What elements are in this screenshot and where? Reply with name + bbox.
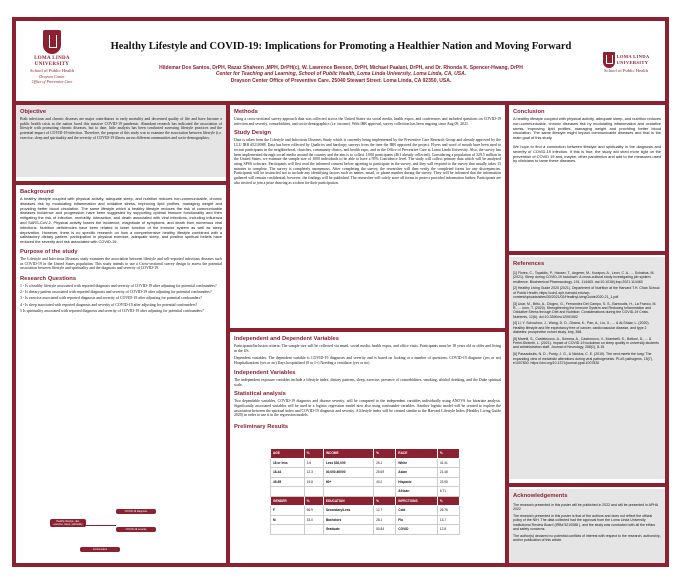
logo-right-line1: LOMA LINDA (616, 54, 650, 59)
poster-authors (96, 65, 586, 84)
table-cell: 12.3 (304, 468, 323, 478)
table-cell: 3.6 (304, 458, 323, 468)
table-cell: COVID (396, 525, 438, 535)
table-cell: Graduate (323, 525, 373, 535)
table-cell: 30,000-60000 (323, 468, 373, 478)
table-cell: F (271, 506, 305, 516)
logo-left-line3: School of Public Health (29, 68, 75, 73)
table-cell: 40.2 (374, 477, 396, 487)
authors-line: Hildemar Dos Santos, DrPH, Razaz Shaheen ,MPH, DrPH(c), W. Lawrence Beeson, DrPH, Michael Paalani, DrPH, and Dr. Rhonda K. Spencer-Hwang, DrPH (159, 65, 523, 71)
section-divider (509, 251, 665, 255)
table-row (271, 506, 460, 516)
table-cell: 26.76 (437, 506, 459, 516)
table-row (271, 458, 460, 468)
reference-item: [3] Ucar, M., Brito, A., Diogeo, G., Fernandez Del Campo, S. S., Barroudis, H., La Franco, M. R., ... Ionn, T. (2020). Strengthening the Immune System and Reducing Inflammation and Oxidative Stress through Diet and Nutrition: Considerations during the COVID-19 Crisis. Nutrients, 12(6), doi:10.3390/nu12061562 (513, 301, 657, 319)
results-table (270, 448, 460, 535)
independent-variables-text: The independent exposure variables include a lifestyle index, dietary patterns, sleep, exercise, presence of comorbidities, smoking, alcohol drinking, and the Duke spiritual scale. (234, 377, 501, 387)
conclusion-heading: Conclusion (513, 109, 545, 115)
table-cell: 13.7 (437, 515, 459, 525)
table-cell (374, 487, 396, 497)
table-cell: 23.95 (437, 477, 459, 487)
poster-title: Healthy Lifestyle and COVID-19: Implications for Promoting a Healthier Nation and Moving Forward (110, 41, 572, 52)
table-header: RACE (396, 449, 438, 459)
table-cell: 26.1 (374, 458, 396, 468)
table-cell: Secondary/Less (323, 506, 373, 516)
table-header: % (304, 449, 323, 459)
ack-text-1: The research presented in this poster will be published in 2022 and will be presented in APHA 2022 (513, 503, 658, 512)
affiliation-1: Center for Teaching and Learning, School of Public Health, Loma Linda University, Loma Linda, CA, USA. (215, 71, 467, 78)
diagram-confounders-box: Confounders (80, 547, 120, 552)
table-cell: M (271, 515, 305, 525)
table-cell: 12.8 (437, 525, 459, 535)
table-cell: 45-65 (271, 477, 305, 487)
reference-item: [4] Li, Y. Schoufour, J., Wang, D. D., Dhana, K., Pan, A., Liu, X., ... & Al-Shaar, L. (2020). Healthy lifestyle and life expectancy free of cancer, cardiovascular disease, and type 2 diabetes: prospective cohort study. bmj, 368. (513, 321, 650, 335)
logo-left-line1: LOMA LINDA (34, 56, 70, 61)
table-header: % (374, 496, 396, 506)
logo-left-line5: Office of Preventive Care (31, 79, 73, 84)
research-question: 2 - Is dietary pattern associated with reported diagnosis and severity of COVID-19 after adjusting for potential confounders? (20, 290, 212, 295)
llu-shield-icon (603, 52, 615, 68)
table-cell (323, 487, 373, 497)
diagram-exposure-box: Healthy lifestyle, diet, exercise, sleep, spirituality (50, 519, 86, 527)
study-design-text: Data is taken from the Lifestyle and Infectious Diseases Study which is currently being implemented by the Preventive Care Research Group and already approved by the LLU IRB #5210088. Data has been collected by Qualtrics and hardcopy surveys from the time the IRB approved the project. Flyers and word of mouth have been used to recruit participants in the neighborhood, churches, community clinics, and health expo, and in the Office of Preventive Care at Loma Linda University. Also, the survey has been implemented through social media around the country and the aim is to collect 1,000 participants (461 already collected). Considering a population of 329.5 million in the United States, we estimate the sample size of 1000 individuals to be able to have a 95% Confidence level. The study will collect primary data which will be analyzed using SPSS software. Participants will first read the informed consent before agreeing to participate in the survey, and they will respond to the survey that usually takes 15 minutes to complete. The survey is completely anonymous. After completing the survey, the researcher will then verify the completed forms for any discrepancies. Participants will be instructed not to include any identifying factors such as names, email, or phone number during the survey. They will be informed that the information gathered will remain confidential, however, the findings will be published. The researcher will safely store all forms to protect provided information further. Participants are also invited to join a prize drawing as a token for their participation. (234, 138, 501, 185)
references-list (513, 271, 661, 365)
affiliation-2: Drayson Center Office of Preventive Care. 25040 Stewart Street. Loma Linda, CA 92350, USA. (230, 77, 452, 84)
background-heading: Background (20, 189, 54, 195)
background-text: A healthy lifestyle coupled with physical activity, adequate sleep, and nutrition reduces non-communicable, chronic diseases risk by modulating inflammation and oxidative stress, improving lipid profiles, managing weight and providing better blood circulation. The same lifestyle which a healthy lifestyle reduces the risk of communicable diseases incidence and progression have been suggested by supporting optimal immune functionality and then mitigating the risk of infection, morbidity, interaction, and death associated with viral infections, including influenza and SARS-CoV-2. Physical activity lowers the incidence, magnitude of symptoms, and death from numerous viral infections. Nutrition deficiencies have been related to lower function of the immune system as well as sleep deprivation. However, there is no specific research on how a comprehensive healthy lifestyle combined with a satisfactory dietary pattern, participation in physical exercise, adequate sleep, and positive spiritual beliefs have reduced the severity and risk associated with COVID-19. (20, 196, 222, 245)
methods-text: Using a cross-sectional survey approach data was collected across the United States via social media, health expos, and conferences and included questions on COVID-19 infection and severity, comorbidities, and socio-demographics (i.e. income). With IRB approval, survey collection has been ongoing since Aug 09, 2021. (234, 117, 501, 126)
diagram-arrow (86, 525, 116, 526)
table-header: INCOME (323, 449, 373, 459)
statistical-analysis-heading: Statistical analysis (234, 391, 286, 398)
diagram-diagnosis-box: COVID-19 diagnosis (116, 509, 156, 514)
study-design-heading: Study Design (234, 130, 272, 137)
left-column (16, 105, 226, 563)
table-cell: 41.41 (437, 458, 459, 468)
table-cell: White (396, 458, 438, 468)
table-header: % (437, 496, 459, 506)
table-cell: 18-44 (271, 468, 305, 478)
table-row (271, 477, 460, 487)
table-header-row (271, 496, 460, 506)
research-question: 1 - Is a healthy lifestyle associated with reported diagnosis and severity of COVID-19 after adjusting for potential confounders? (20, 284, 217, 289)
poster-header (16, 21, 665, 101)
logo-right-line3: School of Public Health (603, 68, 649, 73)
objective-heading: Objective (20, 109, 47, 115)
table-cell: African (396, 487, 438, 497)
table-header: EDUCATION (323, 496, 373, 506)
table-row (271, 515, 460, 525)
diagram-severity-box: COVID-19 severity (116, 527, 156, 532)
table-cell (304, 487, 323, 497)
table-cell: Hispanic (396, 477, 438, 487)
conclusion-text-2: We hope to find a connection between lifestyle and spirituality in the diagnosis and severity of COVID-19 infection. If this is true, the study will shed more light on the prevention of COVID 19 and, maybe, other pandemics and add to the measures used by clinicians to tame these diseases. (513, 143, 661, 164)
conceptual-model-diagram (50, 503, 168, 561)
purpose-heading: Purpose of the study (20, 248, 78, 255)
table-header: % (374, 449, 396, 459)
table-cell: 50.84 (374, 525, 396, 535)
table-cell: 66.9 (304, 506, 323, 516)
table-header: GENDER (271, 496, 305, 506)
table-cell: Flu (396, 515, 438, 525)
methods-heading: Methods (234, 109, 258, 115)
references-heading: References (513, 261, 545, 267)
table-header: INFECTIONS (396, 496, 438, 506)
purpose-text: The Lifestyle and Infectious Diseases study examines the association between lifestyle and self-reported infectious diseases such as COVID-19 in the United States population. This study intends to use a Cross-sectional survey design to assess the potential association between lifestyle and spirituality and the diagnosis and severity of COVID-19. (20, 256, 222, 271)
logo-left-line4: Drayson Center (39, 74, 65, 79)
table-cell: Asian (396, 468, 438, 478)
logo-left-line2: UNIVERSITY (34, 62, 70, 67)
table-cell: Less $30,000 (323, 458, 373, 468)
middle-column (230, 105, 505, 563)
objective-text: Both infectious and chronic diseases are major contributors to early mortality and decreased quality of life and have become a public health crisis as the nation faced this massive COVID-19 pandemic. Abundant research has indicated the association of lifestyle with promoting chronic diseases, but to date, little analysis has been conducted assessing lifestyle practices and the potential impact of COVID-19 infection. Therefore, the purpose of this study was to examine the association between lifestyle (i.e. exercise, sleep and spirituality and the severity of COVID-19 illness across different communities and socio-demographics. (20, 117, 222, 140)
reference-item: [2] Healthy Living Guide 2020 (2021). Department of Nutrition at the Harvard T.H. Chan School of Public Health. https://cdn1.sph.harvard.edu/wp-content/uploads/sites/30/2021/02/HealthyLivingGuide2020-21_1.pdf (513, 286, 660, 299)
table-row (271, 468, 460, 478)
table-cell: 12.7 (374, 506, 396, 516)
section-divider (16, 181, 226, 185)
table-cell: 60+ (323, 477, 373, 487)
dependent-variables-text: Dependent variables: The dependent variable is COVID-19 diagnoses and severity and is based on looking at a number of questions: COVID-19 diagnose (yes or no) Hospitalizations (yes or no) Days hospitalized (0 to 1+) Needing a ventilator (yes or no) (234, 356, 501, 366)
table-row (271, 525, 460, 535)
ack-text-2: The research presented in this poster is that of the authors and does not reflect the official policy of the NIH. The data collected had the approval from the Loma Linda University Institutional Review Board (IRB# 5210088 ), and the study was conducted with all the ethics and safety concerns. (513, 514, 656, 531)
llu-shield-icon (43, 30, 61, 54)
conclusion-text-1: A healthy lifestyle coupled with physical activity, adequate sleep, and nutrition reduces non-communicable, chronic diseases risk by modulating inflammation and oxidative stress, improving lipid profiles, managing weight and providing better blood circulation. The same lifestyle might impact communicable diseases and that is the main goal of this study. (513, 116, 661, 141)
statistical-analysis-text: Two dependable variables, COVID-19 diagnosis and disease severity, will be compared to the independent variables individually using ANOVA for bivariate analysis. Significantly associated variables will be used in a logistic regression model now also using confounder variables. Another logistic model will be created to explore the association between the spiritual index and COVID-19 diagnosis and severity. A lifestyle index will be created similar to the Harvard Lifestyle Index (Healthy Living Guide 2020) in order to use it in the regression models. (234, 399, 501, 418)
table-cell: 19.8 (304, 477, 323, 487)
section-divider (230, 328, 505, 332)
research-question: 3 - Is exercise associated with reported diagnosis and severity of COVID-19 after adjusting for potential confounders? (20, 296, 202, 301)
llu-logo-left (19, 30, 85, 84)
table-cell (271, 525, 305, 535)
table-cell: 21.48 (437, 468, 459, 478)
research-questions-list (20, 284, 222, 314)
table-header-row (271, 449, 460, 459)
reference-item: [6] Passadoulis, N. D., Purdy, J. G., & Nicklus, C. E. (2019). The next meets the lung: The expanding view of metabolic alterations during viral pathogenesis. PLoS pathogens, 15(7), e1007830. https://doi.org/10.1371/journal.ppat.1007830 (513, 352, 653, 365)
table-header: AGE (271, 449, 305, 459)
inclusion-criteria-text: Participants/Inclusion criteria: The sample size will be collected via email, social media, health expos, and office visits. Participants must be 18 years old or older and living in the US. (234, 344, 501, 353)
poster-background (12, 17, 669, 567)
table-cell: 33.0 (304, 515, 323, 525)
research-question: 4 - Is sleep associated with reported diagnosis and severity of COVID-19 after adjusting for potential confounders? (20, 302, 198, 307)
ack-text-3: The author(s) declared no potential conflicts of interest with respect to the research, authorship, and/or publication of this article. (513, 533, 661, 543)
preliminary-results-heading: Preliminary Results (234, 424, 289, 431)
table-cell: 25.69 (374, 468, 396, 478)
acknowledgements-heading: Acknowledgements (513, 493, 568, 499)
table-header: % (304, 496, 323, 506)
table-cell: 6.71 (437, 487, 459, 497)
llu-logo-right (593, 30, 659, 74)
table-cell: Cold (396, 506, 438, 516)
reference-item: [5] Marelli, S., Castelnuovo, A., Somma, A., Castronovo, V., Mombelli, S., Bottoni, D., ... & Ferini-Strambi, L. (2021). Impact of COVID-19 lockdown on sleep quality in university students and administration staff. Journal of Neurology, 268(1), 8-15. (513, 336, 659, 350)
research-question: 5 Is spirituality associated with reported diagnosis and severity of COVID-19 after adjusting for potential confounders? (20, 308, 204, 313)
table-cell (304, 525, 323, 535)
table-cell (271, 487, 305, 497)
logo-right-line2: UNIVERSITY (616, 60, 649, 65)
independent-variables-heading: Independent Variables (234, 369, 296, 376)
right-column (509, 105, 665, 563)
table-cell: 18 or less (271, 458, 305, 468)
reference-item: [1] Flores, C., Topaldis, P., Hauser, T., Angerer, M., Kurapov, A., Leon, C. A., ... Schabus, M. (2021). Sleep during COVID-19 lockdown: A cross-cultural study investigating job system resilience. Biochemical Pharmacology, 191, 114463. doi:10.1016/j.bcp.2021.114463 (513, 271, 655, 284)
variables-heading: Independent and Dependent Variables (234, 336, 340, 342)
table-header: % (437, 449, 459, 459)
table-cell: 28.1 (374, 515, 396, 525)
table-row (271, 487, 460, 497)
research-questions-heading: Research Questions (20, 276, 77, 283)
section-divider (509, 483, 665, 487)
table-cell: Bachelors (323, 515, 373, 525)
